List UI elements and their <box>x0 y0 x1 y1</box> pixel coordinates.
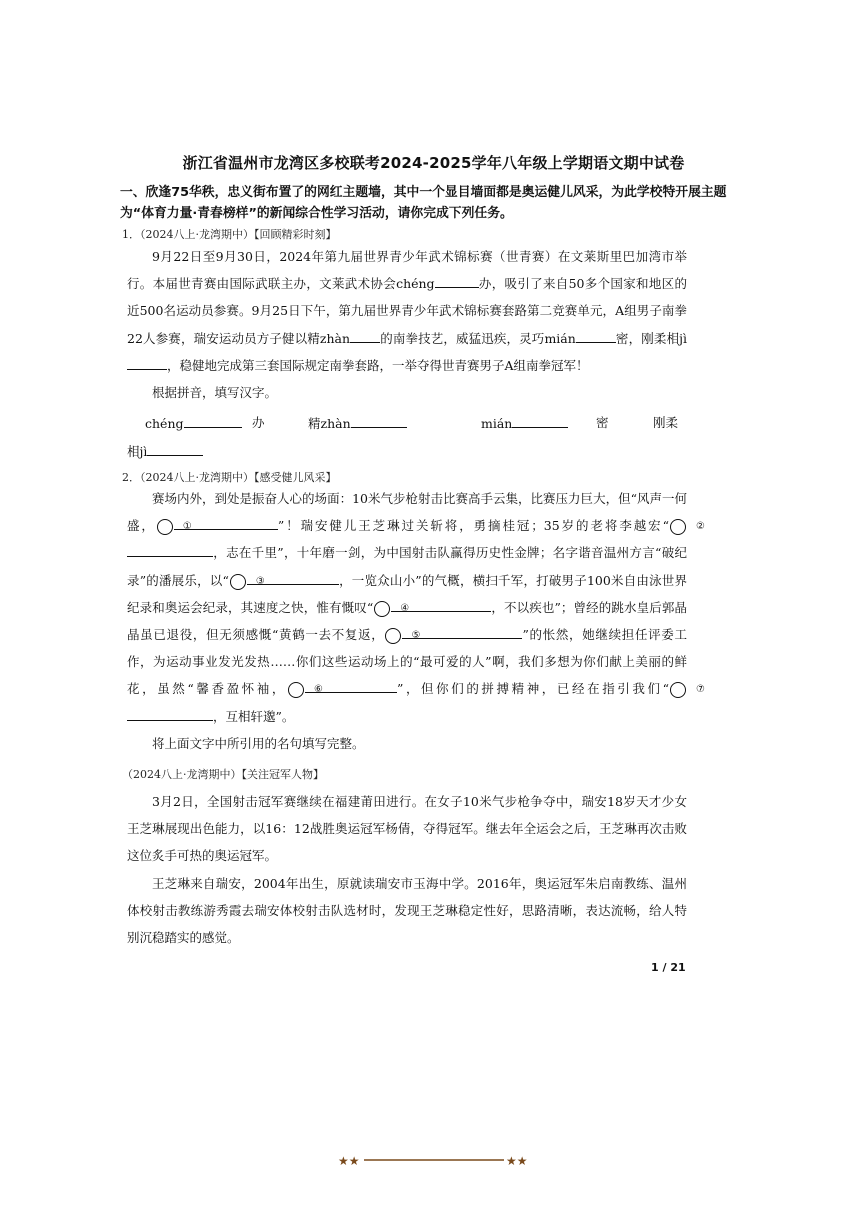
blank-number: ④ <box>374 601 390 617</box>
blank-number: ① <box>157 519 173 535</box>
answer-label: 相jì <box>127 444 148 459</box>
passage-paragraph: 3月2日，全国射击冠军赛继续在福建莆田进行。在女子10米气步枪争夺中，瑞安18岁天才少女王芝琳展现出色能力，以16：12战胜奥运冠军杨倩，夺得冠军。继去年全运会之后，王芝琳再次击败这位炙手可热的奥运冠军。 <box>127 794 687 864</box>
answer-blank <box>350 328 380 343</box>
answer-blank <box>435 273 479 288</box>
passage-text: 的南拳技艺，威猛迅疾，灵巧 <box>380 330 545 346</box>
passage-paragraph: 王芝琳来自瑞安，2004年出生，原就读瑞安市玉海中学。2016年，奥运冠军朱启南教练、温州体校射击教练游秀霞去瑞安体校射击队选材时，发现王芝琳稳定性好，思路清晰，表达流畅，给人特别沉稳踏实的感觉。 <box>127 875 687 946</box>
answer-blank <box>127 355 167 370</box>
passage-text: ，不以疾也”；曾经的跳水皇后郭晶晶虽已退役，但无须感慨“黄鹤一去不复返， <box>127 599 687 643</box>
answer-blank <box>247 570 339 585</box>
answer-row <box>481 413 568 431</box>
pinyin: chéng <box>396 276 435 292</box>
question-1-passage <box>127 243 687 406</box>
answer-row <box>145 413 242 431</box>
passage-text: ”，但你们的拼搏精神，已经在指引我们“ <box>396 681 669 697</box>
passage-text: 办，吸引了来自50多个国家和地区的近500名运动员参赛。9月25日下午，第九届世界青少年武术锦标赛套路第二竞赛单元，A组男子南拳22人参赛，瑞安运动员方子健以精 <box>127 276 687 346</box>
answer-blank <box>576 328 616 343</box>
page-number: 1 / 21 <box>651 961 686 974</box>
passage-text: 9月22日至9月30日，2024年第九届世界青少年武术锦标赛（世青赛）在文莱斯里巴加湾市举行。本届世青赛由国际武联主办，文莱武术协会 <box>127 249 687 292</box>
blank-number: ③ <box>230 574 246 590</box>
question-3-passage <box>127 788 687 951</box>
passage-text: 密，刚柔相 <box>615 330 680 346</box>
answer-row <box>308 413 407 432</box>
blank-number: ② <box>670 519 686 535</box>
passage-text: 赛场内外，到处是振奋人心的场面：10米气步枪射击比赛高手云集，比赛压力巨大，但“风声一何盛， <box>127 491 687 534</box>
answer-blank <box>174 515 278 530</box>
blank-number: ⑥ <box>288 682 304 698</box>
section-heading: 一、欣逢75华秩，忠义街布置了的网红主题墙，其中一个显目墙面都是奥运健儿风采，为此学校特开展主题为“体育力量·青春榜样”的新闻综合性学习活动，请你完成下列任务。 <box>120 185 727 221</box>
blank-number: ⑤ <box>385 628 401 644</box>
question-1-instruction: 根据拼音，填写汉字。 <box>152 385 278 401</box>
answer-blank <box>127 542 213 557</box>
page-title: 浙江省温州市龙湾区多校联考2024-2025学年八年级上学期语文期中试卷 <box>182 154 685 172</box>
passage-text: ，稳健地完成第三套国际规定南拳套路，一举夺得世青赛男子A组南拳冠军！ <box>167 357 589 373</box>
answer-blank-mian <box>512 413 568 428</box>
answer-blank-zhan <box>351 413 407 428</box>
star-icon: ★★ <box>338 1154 360 1168</box>
pinyin: zhàn <box>319 330 351 346</box>
answer-word: 刚柔 <box>653 415 679 430</box>
answer-label: 精zhàn <box>308 416 351 431</box>
star-icon: ★★ <box>506 1154 528 1168</box>
passage-text: ，互相轩邈”。 <box>213 708 295 724</box>
footer-decoration <box>338 1150 530 1170</box>
answer-row <box>127 441 203 460</box>
answer-blank <box>305 678 397 693</box>
blank-number: ⑦ <box>670 682 686 698</box>
passage-text: ，一览众山小”的气概，横扫千军，打破男子100米自由泳世界纪录和奥运会纪录，其速度之快，惟有慨叹“ <box>127 572 687 615</box>
answer-blank <box>127 706 213 721</box>
pinyin: mián <box>544 330 576 346</box>
passage-text: ，志在千里”，十年磨一剑，为中国射击队赢得历史性金牌；名字谐音温州方言“破纪录”的潘展乐，以“ <box>127 545 687 588</box>
question-2-instruction: 将上面文字中所引用的名句填写完整。 <box>152 735 365 751</box>
answer-blank-cheng <box>184 413 242 428</box>
question-3-header: （2024八上·龙湾期中）【关注冠军人物】 <box>122 768 324 781</box>
pinyin: jì <box>679 330 687 346</box>
passage-text: ”的怅然，她继续担任评委工作，为运动事业发光发热……你们这些运动场上的“最可爱的人”啊，我们多想为你们献上美丽的鲜花，虽然“馨香盈怀袖， <box>127 627 687 697</box>
question-2-passage <box>127 485 705 757</box>
answer-blank <box>391 597 491 612</box>
answer-label: mián <box>481 416 513 431</box>
answer-word: 密 <box>596 415 609 430</box>
answer-blank <box>402 624 522 639</box>
passage-text: ”！瑞安健儿王芝琳过关斩将，勇摘桂冠；35岁的老将李越宏“ <box>277 518 669 534</box>
footer-ornament-icon <box>338 1150 530 1170</box>
answer-blank-ji <box>147 441 203 456</box>
question-1-header: 1．（2024八上·龙湾期中）【回顾精彩时刻】 <box>122 228 337 241</box>
answer-label: chéng <box>145 416 184 431</box>
question-2-header: 2．（2024八上·龙湾期中）【感受健儿风采】 <box>122 471 337 484</box>
answer-word: 办 <box>252 415 265 430</box>
